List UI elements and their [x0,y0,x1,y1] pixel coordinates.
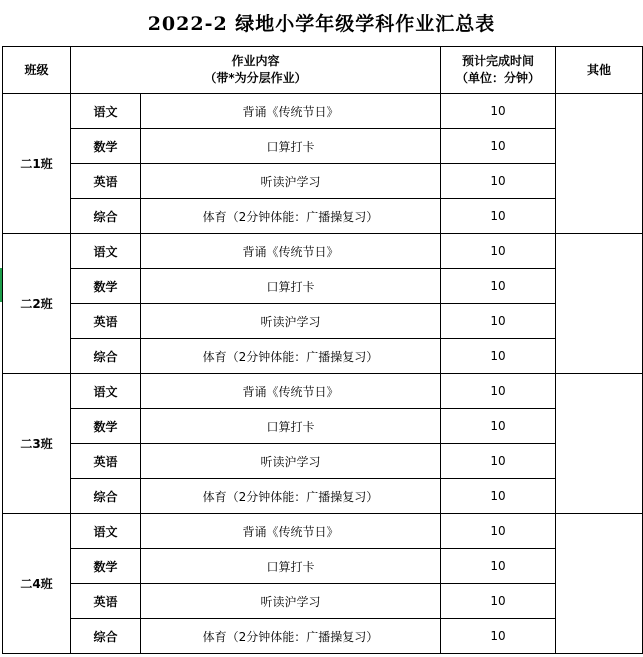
subject-cell: 数学 [71,269,141,304]
class-name-cell: 二2班 [3,234,71,374]
table-row [3,339,643,374]
minutes-cell: 10 [441,164,556,199]
minutes-cell: 10 [441,514,556,549]
content-cell: 口算打卡 [141,269,441,304]
table-row [3,444,643,479]
minutes-cell: 10 [441,339,556,374]
content-cell: 体育（2分钟体能：广播操复习） [141,619,441,654]
subject-cell: 语文 [71,234,141,269]
table-row [3,409,643,444]
subject-cell: 语文 [71,94,141,129]
table-row [3,619,643,654]
content-cell: 口算打卡 [141,409,441,444]
page-title: 2022-2 绿地小学年级学科作业汇总表 [147,13,496,35]
class-name-cell: 二1班 [3,94,71,234]
other-cell [556,234,643,374]
table-row [3,164,643,199]
minutes-cell: 10 [441,129,556,164]
subject-cell: 数学 [71,409,141,444]
minutes-cell: 10 [441,409,556,444]
content-cell: 听读沪学习 [141,584,441,619]
class-name-cell: 二3班 [3,374,71,514]
minutes-cell: 10 [441,549,556,584]
minutes-cell: 10 [441,444,556,479]
table-row [3,94,643,129]
table-row [3,479,643,514]
subject-cell: 英语 [71,304,141,339]
content-cell: 体育（2分钟体能：广播操复习） [141,199,441,234]
subject-cell: 数学 [71,129,141,164]
table-row [3,129,643,164]
header-time-line1: 预计完成时间 [461,54,534,68]
header-row [3,47,643,94]
subject-cell: 英语 [71,444,141,479]
table-row [3,199,643,234]
minutes-cell: 10 [441,234,556,269]
table-row [3,304,643,339]
content-cell: 背诵《传统节日》 [141,374,441,409]
content-cell: 背诵《传统节日》 [141,94,441,129]
other-cell [556,94,643,234]
header-content-line1: 作业内容 [231,54,280,68]
content-cell: 听读沪学习 [141,444,441,479]
content-cell: 听读沪学习 [141,304,441,339]
minutes-cell: 10 [441,94,556,129]
subject-cell: 英语 [71,164,141,199]
subject-cell: 综合 [71,199,141,234]
other-cell [556,514,643,654]
minutes-cell: 10 [441,584,556,619]
table-row [3,549,643,584]
header-other: 其他 [556,47,643,94]
table-row [3,269,643,304]
content-cell: 体育（2分钟体能：广播操复习） [141,339,441,374]
content-cell: 口算打卡 [141,129,441,164]
content-cell: 体育（2分钟体能：广播操复习） [141,479,441,514]
table-row [3,514,643,549]
subject-cell: 语文 [71,514,141,549]
subject-cell: 语文 [71,374,141,409]
minutes-cell: 10 [441,269,556,304]
table-row [3,374,643,409]
minutes-cell: 10 [441,374,556,409]
content-cell: 背诵《传统节日》 [141,514,441,549]
subject-cell: 综合 [71,619,141,654]
minutes-cell: 10 [441,619,556,654]
header-content-line2: （带*为分层作业） [204,71,307,85]
content-cell: 口算打卡 [141,549,441,584]
content-cell: 背诵《传统节日》 [141,234,441,269]
subject-cell: 综合 [71,479,141,514]
header-content [71,47,441,94]
header-class: 班级 [3,47,71,94]
header-time-line2: （单位：分钟） [455,71,540,85]
other-cell [556,374,643,514]
minutes-cell: 10 [441,199,556,234]
table-row [3,234,643,269]
class-name-cell: 二4班 [3,514,71,654]
minutes-cell: 10 [441,479,556,514]
homework-summary-table [2,46,643,654]
minutes-cell: 10 [441,304,556,339]
subject-cell: 英语 [71,584,141,619]
header-time [441,47,556,94]
subject-cell: 数学 [71,549,141,584]
table-row [3,584,643,619]
content-cell: 听读沪学习 [141,164,441,199]
subject-cell: 综合 [71,339,141,374]
